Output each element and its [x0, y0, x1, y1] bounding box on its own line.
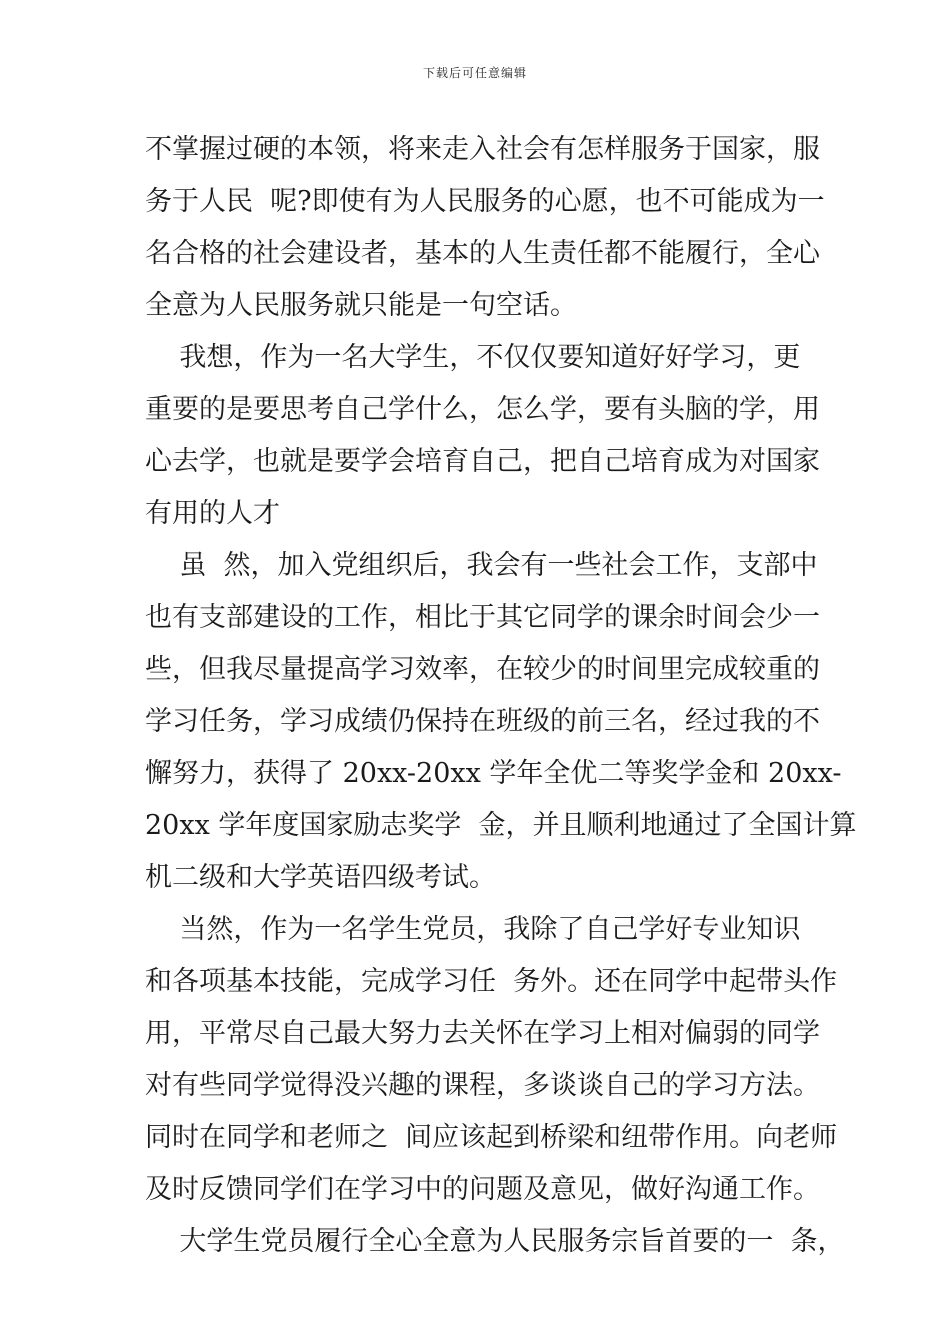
- text-line: 大学生党员履行全心全意为人民服务宗旨首要的一 条，: [145, 1226, 845, 1257]
- page-header: 下载后可任意编辑: [422, 66, 527, 80]
- text-line: 学习任务，学习成绩仍保持在班级的前三名，经过我的不: [145, 706, 820, 737]
- text-line: 20xx 学年度国家励志奖学 金，并且顺利地通过了全国计算: [145, 810, 857, 841]
- text-line: 名合格的社会建设者，基本的人生责任都不能履行，全心: [145, 238, 820, 269]
- text-line: 心去学，也就是要学会培育自己，把自己培育成为对国家: [145, 446, 820, 477]
- text-line: 同时在同学和老师之 间应该起到桥梁和纽带作用。向老师: [145, 1122, 838, 1153]
- text-line: 不掌握过硬的本领，将来走入社会有怎样服务于国家，服: [145, 134, 820, 165]
- document-body: [145, 124, 857, 1268]
- text-line: 机二级和大学英语四级考试。: [145, 862, 496, 893]
- text-line: 当然，作为一名学生党员，我除了自己学好专业知识: [145, 914, 801, 945]
- text-line: 也有支部建设的工作，相比于其它同学的课余时间会少一: [145, 602, 820, 633]
- text-line: 懈努力，获得了 20xx-20xx 学年全优二等奖学金和 20xx-: [145, 758, 842, 789]
- text-line: 和各项基本技能，完成学习任 务外。还在同学中起带头作: [145, 966, 838, 997]
- text-line: 虽 然，加入党组织后，我会有一些社会工作，支部中: [145, 550, 818, 581]
- text-line: 重要的是要思考自己学什么，怎么学，要有头脑的学，用: [145, 394, 820, 425]
- text-line: 务于人民 呢?即使有为人民服务的心愿，也不可能成为一: [145, 186, 825, 217]
- text-line: 及时反馈同学们在学习中的问题及意见，做好沟通工作。: [145, 1174, 820, 1205]
- text-line: 全意为人民服务就只能是一句空话。: [145, 290, 577, 321]
- text-line: 对有些同学觉得没兴趣的课程，多谈谈自己的学习方法。: [145, 1070, 820, 1101]
- text-line: 我想，作为一名大学生，不仅仅要知道好好学习，更: [145, 342, 801, 373]
- text-line: 用，平常尽自己最大努力去关怀在学习上相对偏弱的同学: [145, 1018, 820, 1049]
- text-line: 些，但我尽量提高学习效率，在较少的时间里完成较重的: [145, 654, 820, 685]
- text-line: 有用的人才: [145, 498, 280, 529]
